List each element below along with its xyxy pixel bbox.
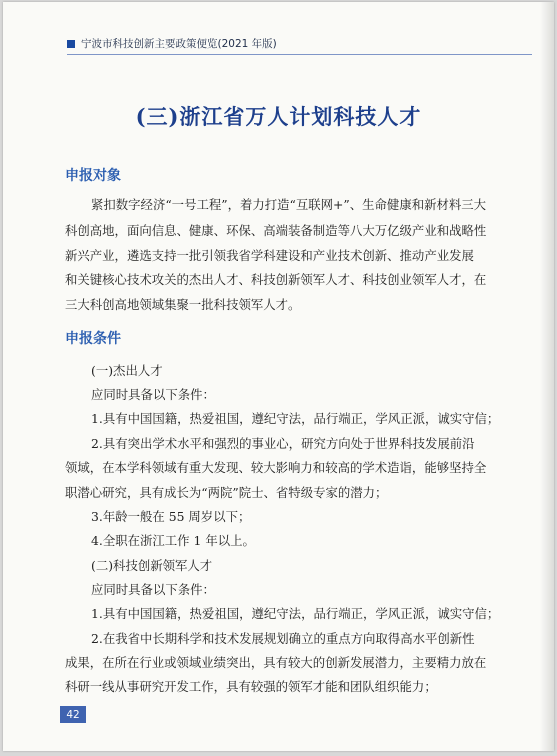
body-line: 应同时具备以下条件： — [91, 582, 215, 597]
subsection-title: (二)科技创新领军人才 — [91, 558, 213, 573]
section-heading-target: 申报对象 — [65, 168, 121, 184]
body-line: 科创高地，面向信息、健康、环保、高端装备制造等八大万亿级产业和战略性 — [65, 223, 487, 238]
body-line: 新兴产业，遴选支持一批引领我省学科建设和产业技术创新、推动产业发展 — [65, 248, 474, 263]
body-line: 2.具有突出学术水平和强烈的事业心，研究方向处于世界科技发展前沿 — [91, 436, 475, 451]
document-page — [3, 2, 554, 751]
section-heading-conditions: 申报条件 — [65, 331, 121, 347]
subsection-title: (一)杰出人才 — [91, 363, 163, 378]
body-line: 1.具有中国国籍，热爱祖国，遵纪守法，品行端正，学风正派，诚实守信； — [91, 411, 500, 426]
running-header — [67, 36, 277, 51]
chapter-title: (三)浙江省万人计划科技人才 — [135, 104, 422, 129]
body-line: 紧扣数字经济“一号工程”，着力打造“互联网+”、生命健康和新材料三大 — [91, 197, 487, 212]
page-number: 42 — [60, 706, 86, 723]
header-divider — [67, 54, 532, 55]
body-line: 3.年龄一般在 55 周岁以下； — [91, 509, 251, 524]
body-line: 2.在我省中长期科学和技术发展规划确立的重点方向取得高水平创新性 — [91, 631, 475, 646]
body-line: 应同时具备以下条件： — [91, 387, 215, 402]
header-square-icon — [67, 40, 75, 48]
running-title: 宁波市科技创新主要政策便览(2021 年版) — [81, 38, 277, 50]
body-line: 和关键核心技术攻关的杰出人才、科技创新领军人才、科技创业领军人才，在 — [65, 272, 487, 287]
body-line: 成果，在所在行业或领域业绩突出，具有较大的创新发展潜力，主要精力放在 — [65, 655, 487, 670]
body-line: 三大科创高地领域集聚一批科技领军人才。 — [65, 297, 301, 312]
body-line: 职潜心研究，具有成长为“两院”院士、省特级专家的潜力； — [65, 485, 388, 500]
body-line: 科研一线从事研究开发工作，具有较强的领军才能和团队组织能力； — [65, 679, 437, 694]
body-line: 领域，在本学科领域有重大发现、较大影响力和较高的学术造诣，能够坚持全 — [65, 460, 487, 475]
body-line: 1.具有中国国籍，热爱祖国，遵纪守法，品行端正，学风正派，诚实守信； — [91, 606, 500, 621]
body-line: 4.全职在浙江工作 1 年以上。 — [91, 533, 255, 548]
